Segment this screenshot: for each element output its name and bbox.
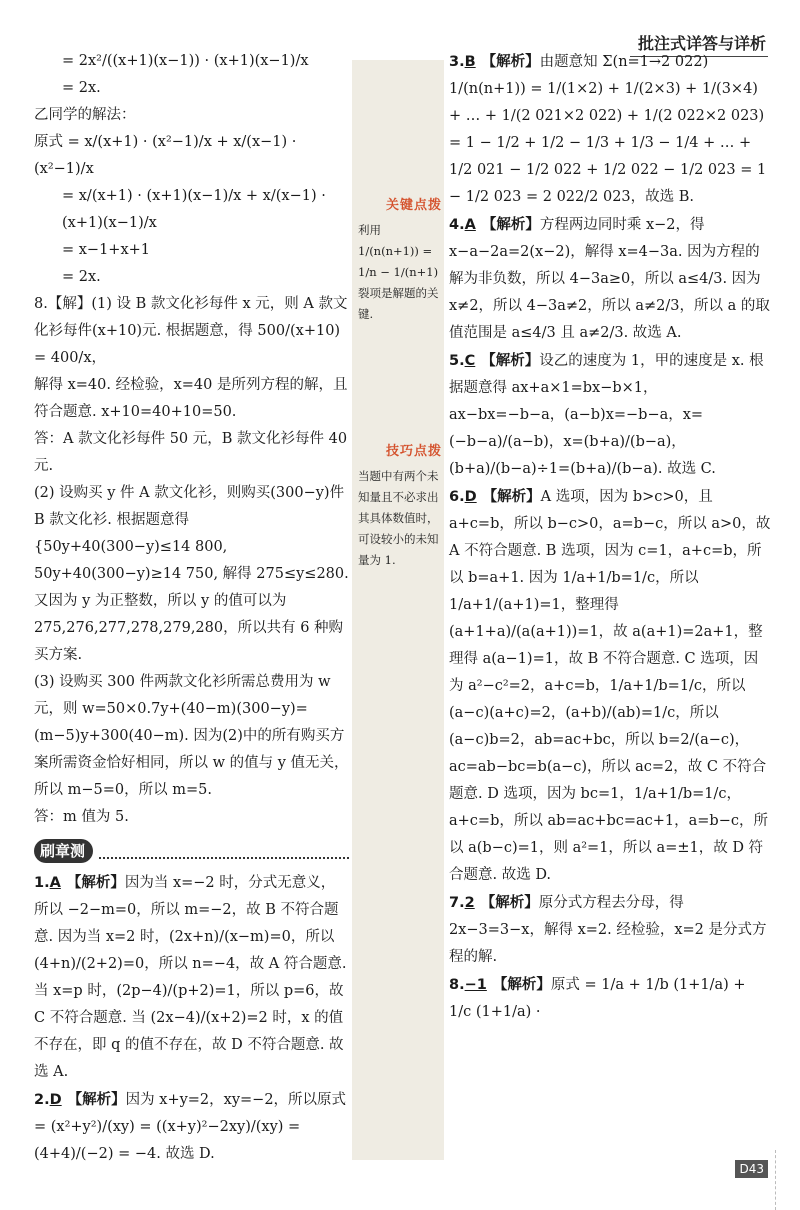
right-question-4 bbox=[449, 211, 771, 347]
question-text: 原式 = 1/a + 1/b (1+1/a) + 1/c (1+1/a) · bbox=[449, 977, 746, 1020]
analysis-tag: 【解析】 bbox=[66, 874, 125, 891]
left-column bbox=[34, 48, 349, 1168]
right-question-7 bbox=[449, 889, 771, 971]
question-number: 3. bbox=[449, 54, 465, 70]
line-6: = x−1+x+1 bbox=[62, 242, 151, 258]
question-number: 6. bbox=[449, 489, 465, 505]
line-2: = 2x. bbox=[62, 80, 101, 96]
note-title-key: 关键点拨 bbox=[385, 198, 442, 213]
question-answer: C bbox=[464, 353, 476, 369]
right-question-5 bbox=[449, 347, 771, 483]
analysis-tag: 【解析】 bbox=[481, 352, 540, 369]
line-3: 乙同学的解法： bbox=[34, 107, 136, 123]
analysis-tag: 【解析】 bbox=[481, 53, 540, 70]
page-header-title: 批注式详答与详析 bbox=[637, 34, 766, 53]
page-corner-decoration bbox=[775, 1150, 800, 1210]
line-5: = x/(x+1) · (x+1)(x−1)/x + x/(x−1) · (x+1)(x−1)/x bbox=[62, 188, 326, 231]
line-1: = 2x²/((x+1)(x−1)) · (x+1)(x−1)/x bbox=[62, 53, 309, 69]
question-text: A 选项，因为 b>c>0，且 a+c=b，所以 b−c>0，a=b−c，所以 a>0，故 A 不符合题意. B 选项，因为 c=1，a+c=b，所以 b=a+1. 因为 1/a+1/b=1/c，所以 1/a+1/(a+1)=1，整理得 (a+1+a)/(a(a+1))=1，故 a(a+1)=2a+1，整理得 a(a−1)=1，故 B 不符合题意. C 选项，因为 a²−c²=2，a+c=b，1/a+1/b=1/c，所以(a−c)(a+c)=2，(a+b)/(ab)=1/c，所以(a−c)b=2，ab=ac+bc，所以 b=2/(a−c)，ac=ab−bc=b(a−c)，所以 ac=2，故 C 不符合题意. D 选项，因为 bc=1，1/a+1/b=1/c，a+c=b，所以 ab=ac+bc=ac+1，a=b−c，所以 a(b−c)=1，则 a²=1，所以 a=±1，故 D 符合题意. 故选 D. bbox=[449, 489, 771, 883]
section-badge: 刷章测 bbox=[34, 839, 93, 863]
right-column bbox=[449, 48, 771, 1026]
left-question-1 bbox=[34, 869, 349, 1086]
note-body-key: 利用 1/(n(n+1)) = 1/n − 1/(n+1) 裂项是解题的关键. bbox=[358, 223, 439, 321]
question-text: 方程两边同时乘 x−2，得 x−a−2a=2(x−2)，解得 x=4−3a. 因为方程的解为非负数，所以 4−3a≥0，所以 a≤4/3. 因为 x≠2，所以 4−3a≠2，所以 a≠2/3，所以 a 的取值范围是 a≤4/3 且 a≠2/3. 故选 A. bbox=[449, 217, 770, 341]
question-number: 7. bbox=[449, 895, 465, 911]
margin-notes bbox=[352, 60, 444, 1160]
section-header bbox=[34, 837, 349, 865]
line-7: = 2x. bbox=[62, 269, 101, 285]
right-question-8 bbox=[449, 971, 771, 1026]
line-8: 8.【解】(1) 设 B 款文化衫每件 x 元，则 A 款文化衫每件(x+10)元. 根据题意，得 500/(x+10) = 400/x， bbox=[34, 296, 348, 366]
analysis-tag: 【解析】 bbox=[480, 894, 539, 911]
question-answer: B bbox=[464, 54, 476, 70]
question-number: 5. bbox=[449, 353, 465, 369]
note-title-tip: 技巧点拨 bbox=[385, 444, 442, 459]
right-question-3 bbox=[449, 48, 771, 211]
line-9: 解得 x=40. 经检验，x=40 是所列方程的解，且符合题意. x+10=40+10=50. bbox=[34, 377, 348, 420]
question-text: 设乙的速度为 1，甲的速度是 x. 根据题意得 ax+a×1=bx−b×1，ax−bx=−b−a，(a−b)x=−b−a，x=(−b−a)/(a−b)，x=(b+a)/(b−a)，(b+a)/(b−a)÷1=(b+a)/(b−a). 故选 C. bbox=[449, 353, 764, 477]
line-13: 答：m 值为 5. bbox=[34, 809, 129, 825]
page-number: D43 bbox=[735, 1160, 768, 1178]
line-12: (3) 设购买 300 件两款文化衫所需总费用为 w 元，则 w=50×0.7y+(40−m)(300−y)=(m−5)y+300(40−m). 因为(2)中的所有购买方案所需资金恰好相同，所以 w 的值与 y 值无关，所以 m−5=0，所以 m=5. bbox=[34, 674, 349, 798]
question-answer: −1 bbox=[464, 977, 487, 993]
question-answer: A bbox=[464, 217, 476, 233]
question-text: 原分式方程去分母，得 2x−3=3−x，解得 x=2. 经检验，x=2 是分式方程的解. bbox=[449, 895, 767, 965]
line-4: 原式 = x/(x+1) · (x²−1)/x + x/(x−1) · (x²−1)/x bbox=[34, 134, 297, 177]
analysis-tag: 【解析】 bbox=[492, 976, 551, 993]
left-question-2 bbox=[34, 1086, 349, 1168]
question-answer: A bbox=[49, 875, 61, 891]
question-number: 2. bbox=[34, 1092, 50, 1108]
question-answer: D bbox=[49, 1092, 62, 1108]
line-10: 答：A 款文化衫每件 50 元，B 款文化衫每件 40 元. bbox=[34, 431, 348, 474]
question-answer: 2 bbox=[464, 895, 475, 911]
question-text: 由题意知 Σ(n=1→2 022) 1/(n(n+1)) = 1/(1×2) + 1/(2×3) + 1/(3×4) + … + 1/(2 021×2 022) + 1/(2 022×2 023) = 1 − 1/2 + 1/2 − 1/3 + 1/3 − 1/4 + … + 1/2 021 − 1/2 022 + 1/2 022 − 1/2 023 = 1 − 1/2 023 = 2 022/2 023，故选 B. bbox=[449, 54, 767, 205]
question-number: 4. bbox=[449, 217, 465, 233]
analysis-tag: 【解析】 bbox=[67, 1091, 126, 1108]
note-body-tip: 当题中有两个未知量且不必求出其具体数值时，可设较小的未知量为 1. bbox=[358, 469, 439, 567]
line-11: (2) 设购买 y 件 A 款文化衫，则购买(300−y)件 B 款文化衫. 根据题意得 {50y+40(300−y)≤14 800, 50y+40(300−y)≥14 750, 解得 275≤y≤280. 又因为 y 为正整数，所以 y 的值可以为 275,276,277,278,279,280，所以共有 6 种购买方案. bbox=[34, 485, 349, 663]
section-dots bbox=[99, 843, 349, 859]
right-question-6 bbox=[449, 483, 771, 889]
question-text: 因为当 x=−2 时，分式无意义，所以 −2−m=0，所以 m=−2，故 B 不符合题意. 因为当 x=2 时，(2x+n)/(x−m)=0，所以 (4+n)/(2+2)=0，所以 n=−4，故 A 符合题意. 当 x=p 时，(2p−4)/(p+2)=1，所以 p=6，故 C 不符合题意. 当 (2x−4)/(x+2)=2 时，x 的值不存在，即 q 的值不存在，故 D 不符合题意. 故选 A. bbox=[34, 875, 347, 1080]
question-number: 1. bbox=[34, 875, 50, 891]
question-answer: D bbox=[464, 489, 477, 505]
analysis-tag: 【解析】 bbox=[481, 216, 540, 233]
question-number: 8. bbox=[449, 977, 465, 993]
question-text: 因为 x+y=2，xy=−2，所以原式 = (x²+y²)/(xy) = ((x+y)²−2xy)/(xy) = (4+4)/(−2) = −4. 故选 D. bbox=[34, 1092, 347, 1162]
analysis-tag: 【解析】 bbox=[482, 488, 541, 505]
